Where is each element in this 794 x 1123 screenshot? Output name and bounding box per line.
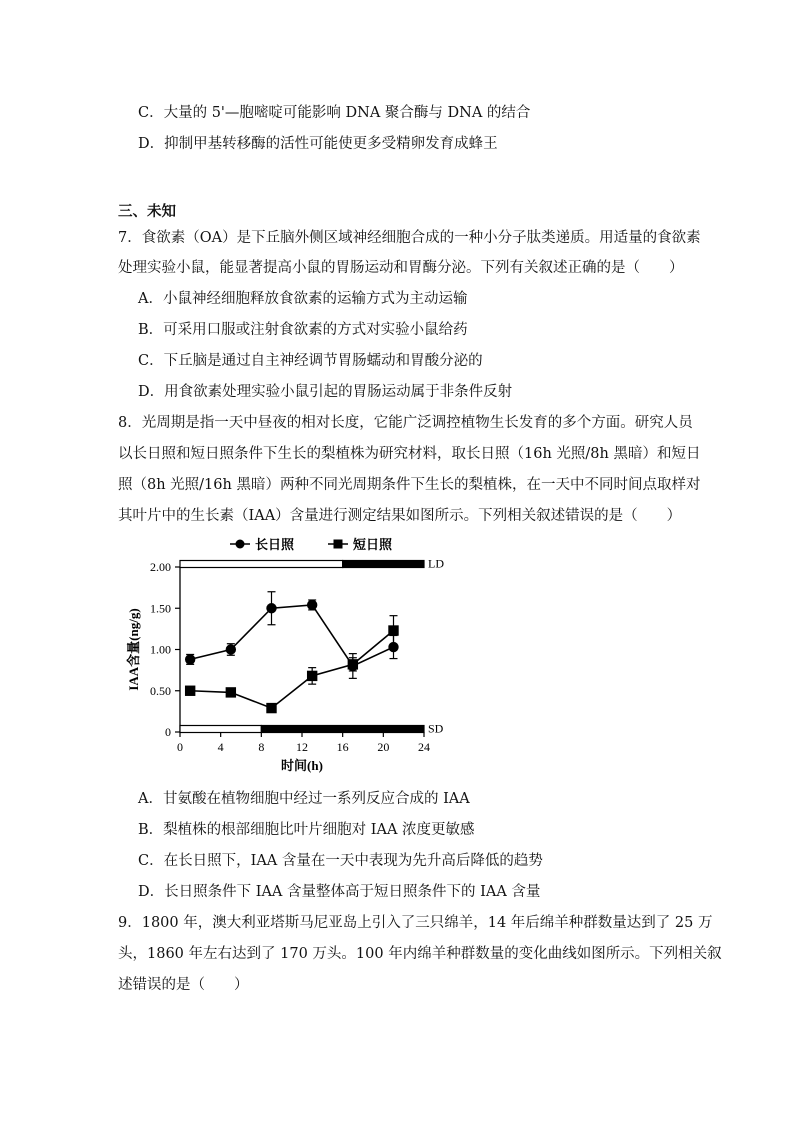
- q7-stem-line1: 7．食欲素（OA）是下丘脑外侧区域神经细胞合成的一种小分子肽类递质。用适量的食欲素: [118, 230, 701, 246]
- photoperiod-light-segment: [180, 726, 261, 733]
- data-point-long-day: [307, 600, 317, 610]
- legend-marker-short-day: [334, 540, 343, 549]
- x-tick-label: 16: [336, 740, 349, 754]
- x-tick-label: 12: [296, 740, 308, 754]
- y-tick-label: 0: [165, 725, 171, 739]
- q8-stem-line3: 照（8h 光照/16h 黑暗）两种不同光周期条件下生长的梨植株，在一天中不同时间点取样对: [118, 477, 701, 493]
- x-axis-label: 时间(h): [281, 758, 323, 773]
- data-point-short-day: [185, 686, 195, 696]
- legend-label-long-day: 长日照: [255, 537, 295, 552]
- data-point-long-day: [226, 644, 236, 654]
- x-tick-label: 8: [258, 740, 265, 754]
- q6-option-d: D．抑制甲基转移酶的活性可能使更多受精卵发育成蜂王: [138, 136, 498, 152]
- data-point-short-day: [307, 671, 317, 681]
- photoperiod-label: LD: [428, 556, 444, 571]
- section-heading: 三、未知: [118, 204, 176, 220]
- q8-option-b: B．梨植株的根部细胞比叶片细胞对 IAA 浓度更敏感: [138, 822, 475, 838]
- q9-stem-line2: 头，1860 年左右达到了 170 万头。100 年内绵羊种群数量的变化曲线如图所示。下列相关叙: [118, 946, 722, 962]
- y-tick-label: 0.50: [150, 683, 171, 698]
- q7-option-a: A．小鼠神经细胞释放食欲素的运输方式为主动运输: [138, 291, 468, 307]
- q7-stem-line2: 处理实验小鼠，能显著提高小鼠的胃肠运动和胃酶分泌。下列有关叙述正确的是（ ）: [118, 260, 684, 276]
- iaa-chart-svg: [122, 532, 452, 784]
- y-tick-label: 1.00: [150, 642, 171, 657]
- q7-option-c: C．下丘脑是通过自主神经调节胃肠蠕动和胃酸分泌的: [138, 353, 483, 369]
- q6-option-c: C．大量的 5'—胞嘧啶可能影响 DNA 聚合酶与 DNA 的结合: [138, 105, 531, 121]
- photoperiod-label: SD: [428, 721, 444, 736]
- q8-stem-line2: 以长日照和短日照条件下生长的梨植株为研究材料，取长日照（16h 光照/8h 黑暗）和短日: [118, 446, 701, 462]
- q9-stem-line1: 9．1800 年，澳大利亚塔斯马尼亚岛上引入了三只绵羊，14 年后绵羊种群数量达到了 25 万: [118, 915, 713, 931]
- x-tick-label: 24: [418, 740, 430, 754]
- data-point-long-day: [266, 603, 276, 613]
- data-point-short-day: [388, 625, 398, 635]
- data-point-long-day: [185, 654, 195, 664]
- data-point-short-day: [226, 687, 236, 697]
- photoperiod-light-segment: [180, 561, 343, 568]
- q8-option-c: C．在长日照下，IAA 含量在一天中表现为先升高后降低的趋势: [138, 853, 543, 869]
- legend-label-short-day: 短日照: [353, 537, 393, 552]
- photoperiod-dark-segment: [343, 561, 424, 568]
- q7-option-b: B．可采用口服或注射食欲素的方式对实验小鼠给药: [138, 322, 468, 338]
- x-tick-label: 0: [177, 740, 183, 754]
- y-tick-label: 1.50: [150, 601, 171, 616]
- series-line-short-day: [190, 631, 393, 709]
- q9-stem-line3: 述错误的是（ ）: [118, 977, 249, 993]
- y-axis-label: IAA含量(ng/g): [126, 608, 141, 691]
- photoperiod-dark-segment: [261, 726, 424, 733]
- legend-marker-long-day: [236, 540, 245, 549]
- q8-option-a: A．甘氨酸在植物细胞中经过一系列反应合成的 IAA: [138, 791, 470, 807]
- iaa-chart: [122, 532, 452, 784]
- q7-option-d: D．用食欲素处理实验小鼠引起的胃肠运动属于非条件反射: [138, 384, 513, 400]
- data-point-short-day: [266, 703, 276, 713]
- data-point-short-day: [348, 659, 358, 669]
- x-tick-label: 4: [217, 740, 224, 754]
- x-tick-label: 20: [377, 740, 390, 754]
- y-tick-label: 2.00: [150, 560, 171, 574]
- q8-stem-line4: 其叶片中的生长素（IAA）含量进行测定结果如图所示。下列相关叙述错误的是（ ）: [118, 508, 682, 524]
- q8-option-d: D．长日照条件下 IAA 含量整体高于短日照条件下的 IAA 含量: [138, 884, 541, 900]
- q8-stem-line1: 8．光周期是指一天中昼夜的相对长度，它能广泛调控植物生长发育的多个方面。研究人员: [118, 415, 693, 431]
